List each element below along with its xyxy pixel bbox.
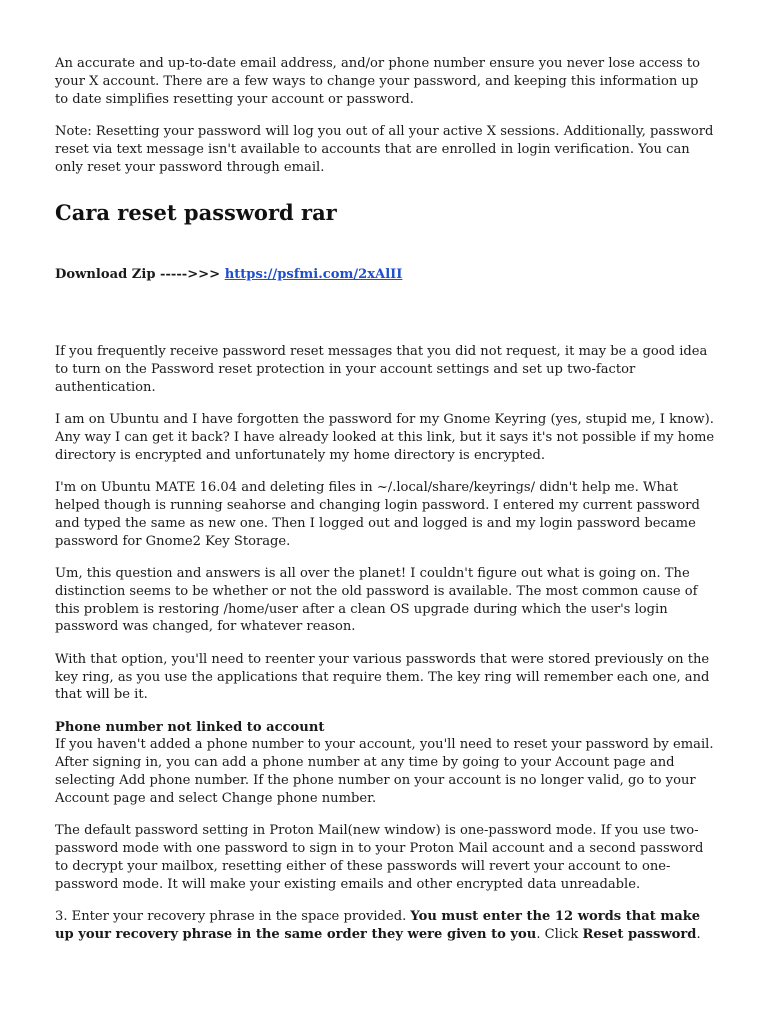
- intro-paragraph-1: An accurate and up-to-date email address, and/or phone number ensure you never lose access to your X account. There are a few ways to change your password, and keeping this information up to date simplifies resetting your account or password.: [55, 56, 701, 107]
- phone-section: [55, 719, 715, 808]
- phone-section-text: If you haven't added a phone number to your account, you'll need to reset your password by email. After signing in, you can add a phone number at any time by going to your Account page and selecting Add phone number. If the phone number on your account is no longer valid, go to your Account page and select Change phone number.: [55, 737, 714, 806]
- body-paragraph-2: I am on Ubuntu and I have forgotten the password for my Gnome Keyring (yes, stupid me, I know). Any way I can get it back? I have already looked at this link, but it says it's not possible if my home directory is encrypted and unfortunately my home directory is encrypted.: [55, 412, 715, 463]
- download-link[interactable]: https://psfmi.com/2xAlII: [224, 267, 403, 283]
- step-3-paragraph: [55, 908, 715, 944]
- step-3-mid: . Click: [536, 926, 583, 942]
- download-line: [55, 266, 715, 284]
- body-paragraph-5: With that option, you'll need to reenter your various passwords that were stored previously on the key ring, as you use the applications that require them. The key ring will remember each one, and that will be it.: [55, 651, 710, 703]
- step-3-start: 3. Enter your recovery phrase in the space provided.: [55, 909, 411, 925]
- body-paragraph-4: Um, this question and answers is all over the planet! I couldn't figure out what is going on. The distinction seems to be whether or not the old password is available. The most common cause of this problem is restoring /home/user after a clean OS upgrade during which the user's login password was changed, for whatever reason.: [55, 565, 698, 635]
- phone-section-heading: Phone number not linked to account: [55, 719, 325, 735]
- body-paragraph-7: The default password setting in Proton Mail(new window) is one-password mode. If you use two-password mode with one password to sign in to your Proton Mail account and a second password to decrypt your mailbox, resetting either of these passwords will revert your account to one-password mode. It will make your existing emails and other encrypted data unreadable.: [55, 823, 704, 892]
- body-paragraph-3: I'm on Ubuntu MATE 16.04 and deleting files in ~/.local/share/keyrings/ didn't help me. What helped though is running seahorse and changing login password. I entered my current password and typed the same as new one. Then I logged out and logged is and my login password became password for Gnome2 Key Storage.: [55, 480, 700, 549]
- intro-paragraph-2: Note: Resetting your password will log you out of all your active X sessions. Additionally, password reset via text message isn't available to accounts that are enrolled in login verification. You can only reset your password through email.: [55, 123, 714, 175]
- download-label: Download Zip ----->>>: [55, 267, 225, 283]
- body-paragraph-1: If you frequently receive password reset messages that you did not request, it may be a good idea to turn on the Password reset protection in your account settings and set up two-factor authentication.: [55, 344, 708, 395]
- document-page: [55, 55, 715, 958]
- reset-password-label: Reset password: [582, 926, 697, 942]
- step-3-emphasis: You must enter the 12 words that make up your recovery phrase in the same order they were given to you: [55, 909, 701, 942]
- page-title: Cara reset password rar: [55, 200, 337, 226]
- step-3-end: .: [696, 926, 701, 942]
